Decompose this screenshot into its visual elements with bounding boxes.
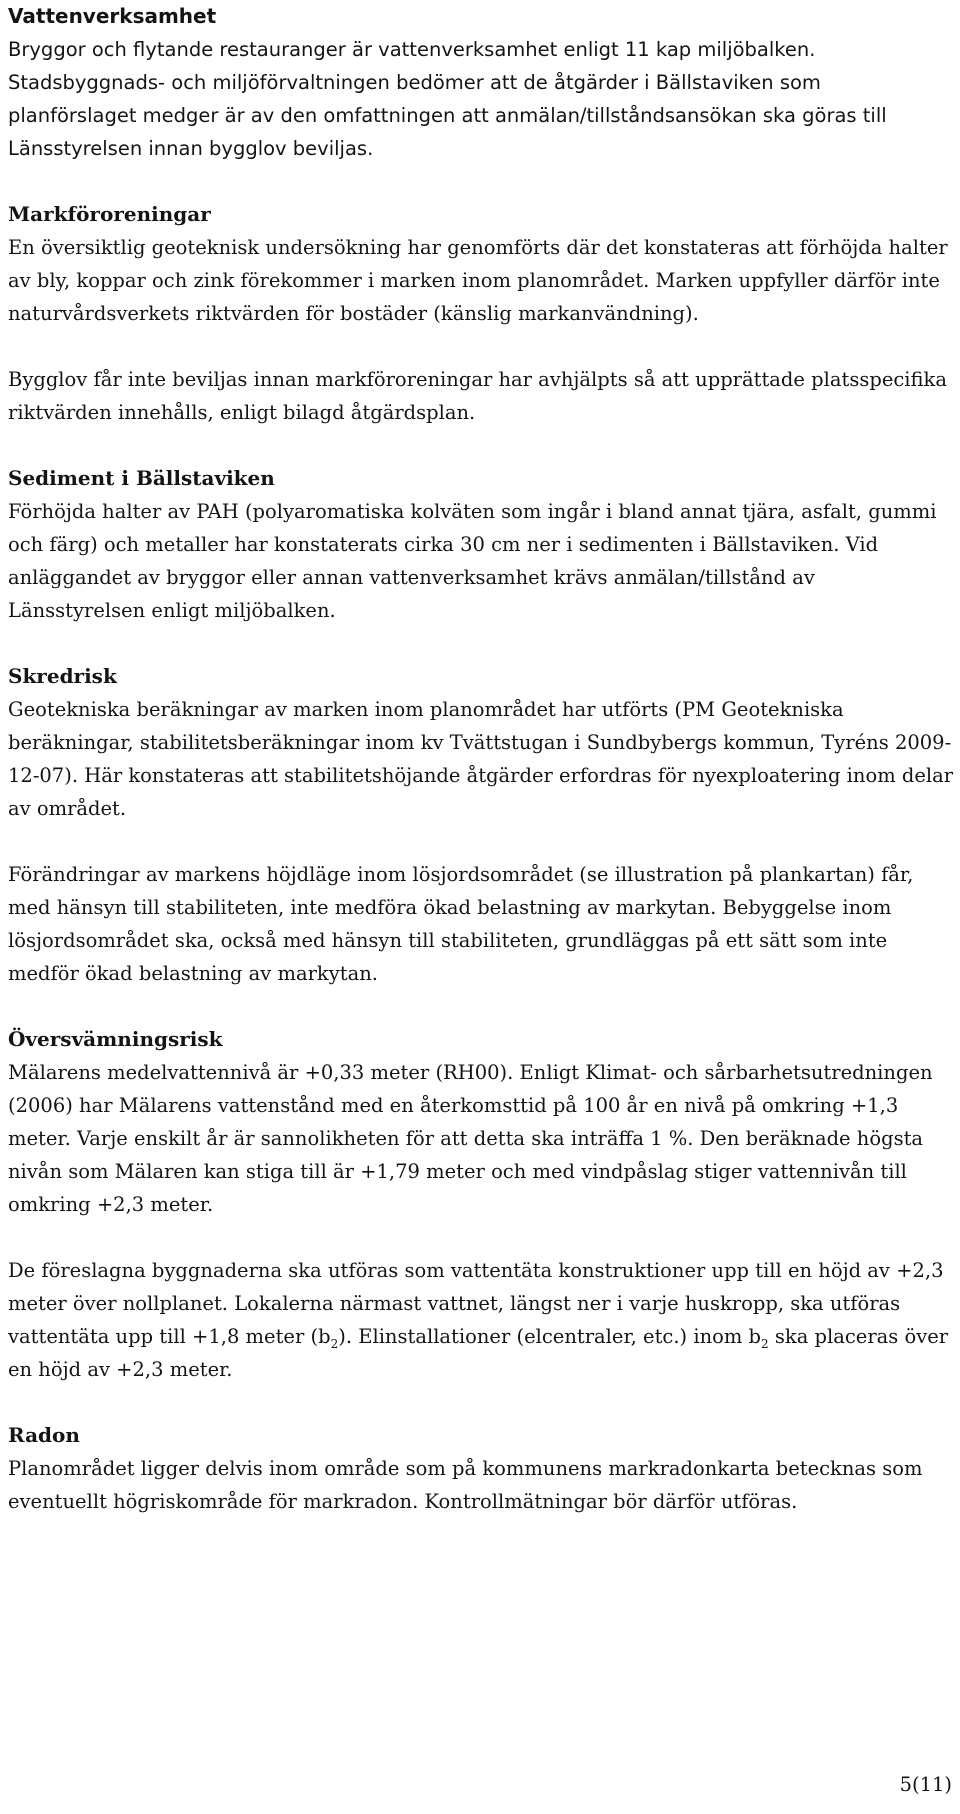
paragraph-oversvamningsrisk-2 xyxy=(8,1254,954,1386)
subscript-2-a: 2 xyxy=(330,1336,339,1351)
section-heading-vattenverksamhet: Vattenverksamhet xyxy=(8,4,217,28)
flood-text-part3: ska placeras över en höjd av +2,3 meter. xyxy=(8,1325,949,1381)
paragraph-skredrisk-1: Geotekniska beräkningar av marken inom planområdet har utförts (PM Geotekniska beräkningar, stabilitetsberäkningar inom kv Tvättstugan i Sundbybergs kommun, Tyréns 2009-12-07). Här konstateras att stabilitetshöjande åtgärder erfordras för nyexploatering inom delar av området. xyxy=(8,698,954,820)
paragraph-skredrisk-2: Förändringar av markens höjdläge inom lösjordsområdet (se illustration på plankartan) får, med hänsyn till stabiliteten, inte medföra ökad belastning av markytan. Bebyggelse inom lösjordsområdet ska, också med hänsyn till stabiliteten, grundläggas på ett sätt som inte medför ökad belastning av markytan. xyxy=(8,863,914,985)
paragraph-sediment: Förhöjda halter av PAH (polyaromatiska kolväten som ingår i bland annat tjära, asfalt, gummi och färg) och metaller har konstaterats cirka 30 cm ner i sedimenten i Bällstaviken. Vid anläggandet av bryggor eller annan vattenverksamhet krävs anmälan/tillstånd av Länsstyrelsen enligt miljöbalken. xyxy=(8,500,937,622)
section-heading-skredrisk: Skredrisk xyxy=(8,664,117,688)
paragraph-vattenverksamhet: Bryggor och flytande restauranger är vattenverksamhet enligt 11 kap miljöbalken. Stadsbyggnads- och miljöförvaltningen bedömer att de åtgärder i Bällstaviken som planförslaget medger är av den omfattningen att anmälan/tillståndsansökan ska göras till Länsstyrelsen innan bygglov beviljas. xyxy=(8,38,887,160)
section-heading-oversvamningsrisk: Översvämningsrisk xyxy=(8,1027,223,1051)
paragraph-markfororeningar-2: Bygglov får inte beviljas innan markföroreningar har avhjälpts så att upprättade platsspecifika riktvärden innehålls, enligt bilagd åtgärdsplan. xyxy=(8,368,947,424)
flood-text-part2: ). Elinstallationer (elcentraler, etc.) inom b xyxy=(338,1325,762,1348)
section-heading-sediment: Sediment i Bällstaviken xyxy=(8,466,275,490)
paragraph-radon: Planområdet ligger delvis inom område som på kommunens markradonkarta betecknas som eventuellt högriskområde för markradon. Kontrollmätningar bör därför utföras. xyxy=(8,1457,923,1513)
flood-text-part1: De föreslagna byggnaderna ska utföras som vattentäta konstruktioner upp till en höjd av +2,3 meter över nollplanet. Lokalerna närmast vattnet, längst ner i varje huskropp, ska utföras vattentäta upp till +1,8 meter (b xyxy=(8,1259,944,1348)
paragraph-oversvamningsrisk-1: Mälarens medelvattennivå är +0,33 meter (RH00). Enligt Klimat- och sårbarhetsutredningen (2006) har Mälarens vattenstånd med en återkomsttid på 100 år en nivå på omkring +1,3 meter. Varje enskilt år är sannolikheten för att detta ska inträffa 1 %. Den beräknade högsta nivån som Mälaren kan stiga till är +1,79 meter och med vindpåslag stiger vattennivån till omkring +2,3 meter. xyxy=(8,1061,933,1216)
page-number: 5(11) xyxy=(899,1773,952,1796)
paragraph-markfororeningar-1: En översiktlig geoteknisk undersökning har genomförts där det konstateras att förhöjda halter av bly, koppar och zink förekommer i marken inom planområdet. Marken uppfyller därför inte naturvårdsverkets riktvärden för bostäder (känslig markanvändning). xyxy=(8,236,948,325)
section-heading-radon: Radon xyxy=(8,1423,80,1447)
document-page xyxy=(8,0,954,1518)
section-heading-markfororeningar: Markföroreningar xyxy=(8,202,211,226)
subscript-2-b: 2 xyxy=(761,1336,769,1351)
